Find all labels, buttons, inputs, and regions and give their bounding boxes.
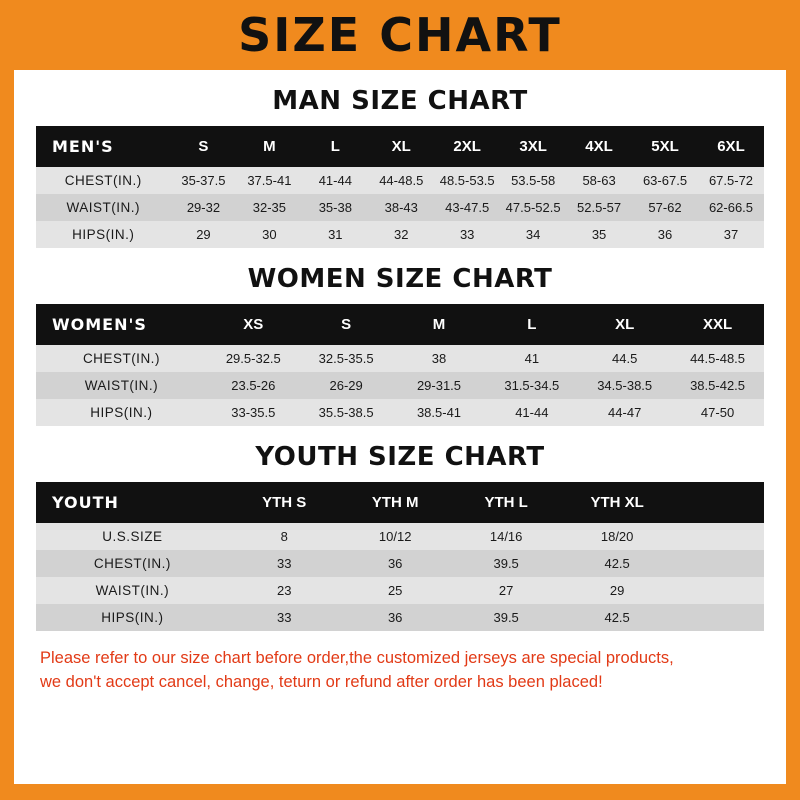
men-col-0: S: [170, 126, 236, 167]
men-r2-c2: 31: [302, 221, 368, 248]
men-r0-c7: 63-67.5: [632, 167, 698, 194]
men-row-0-label: CHEST(IN.): [36, 167, 170, 194]
men-r2-c7: 36: [632, 221, 698, 248]
men-col-1: M: [236, 126, 302, 167]
youth-r0-c0: 8: [229, 523, 340, 550]
men-r0-c2: 41-44: [302, 167, 368, 194]
youth-header-label: YOUTH: [36, 482, 229, 523]
women-r2-c0: 33-35.5: [207, 399, 300, 426]
table-row: [36, 577, 764, 604]
men-r2-c4: 33: [434, 221, 500, 248]
youth-r1-c0: 33: [229, 550, 340, 577]
youth-r3-c2: 39.5: [451, 604, 562, 631]
section-title-youth: YOUTH SIZE CHART: [255, 442, 545, 472]
men-r2-c5: 34: [500, 221, 566, 248]
youth-r1-spacer: [673, 550, 764, 577]
youth-r2-c3: 29: [562, 577, 673, 604]
women-r0-c2: 38: [393, 345, 486, 372]
youth-r2-c2: 27: [451, 577, 562, 604]
men-col-6: 4XL: [566, 126, 632, 167]
youth-r1-c2: 39.5: [451, 550, 562, 577]
table-row: [36, 372, 764, 399]
youth-row-3-label: HIPS(IN.): [36, 604, 229, 631]
youth-r3-c0: 33: [229, 604, 340, 631]
men-r1-c3: 38-43: [368, 194, 434, 221]
table-row: [36, 167, 764, 194]
men-col-2: L: [302, 126, 368, 167]
men-r2-c0: 29: [170, 221, 236, 248]
women-row-0-label: CHEST(IN.): [36, 345, 207, 372]
women-r2-c5: 47-50: [671, 399, 764, 426]
youth-row-2-label: WAIST(IN.): [36, 577, 229, 604]
men-r1-c8: 62-66.5: [698, 194, 764, 221]
men-r0-c3: 44-48.5: [368, 167, 434, 194]
youth-r0-c3: 18/20: [562, 523, 673, 550]
youth-r3-c3: 42.5: [562, 604, 673, 631]
table-row: [36, 345, 764, 372]
youth-size-table: [36, 482, 764, 631]
youth-r2-spacer: [673, 577, 764, 604]
section-title-women: WOMEN SIZE CHART: [247, 264, 553, 294]
women-size-table: [36, 304, 764, 426]
youth-r3-spacer: [673, 604, 764, 631]
men-r0-c0: 35-37.5: [170, 167, 236, 194]
men-r0-c1: 37.5-41: [236, 167, 302, 194]
header-banner: [0, 0, 800, 70]
table-header-row: [36, 126, 764, 167]
men-r1-c6: 52.5-57: [566, 194, 632, 221]
men-r1-c1: 32-35: [236, 194, 302, 221]
youth-col-0: YTH S: [229, 482, 340, 523]
women-r2-c4: 44-47: [578, 399, 671, 426]
men-col-4: 2XL: [434, 126, 500, 167]
men-r1-c4: 43-47.5: [434, 194, 500, 221]
men-col-5: 3XL: [500, 126, 566, 167]
youth-r0-c1: 10/12: [340, 523, 451, 550]
women-r1-c5: 38.5-42.5: [671, 372, 764, 399]
men-table-body: [36, 167, 764, 248]
women-r2-c2: 38.5-41: [393, 399, 486, 426]
youth-r1-c1: 36: [340, 550, 451, 577]
women-col-4: XL: [578, 304, 671, 345]
footer-bar: [0, 784, 800, 800]
women-col-3: L: [485, 304, 578, 345]
men-r2-c8: 37: [698, 221, 764, 248]
men-row-1-label: WAIST(IN.): [36, 194, 170, 221]
women-row-2-label: HIPS(IN.): [36, 399, 207, 426]
table-row: [36, 523, 764, 550]
women-r1-c1: 26-29: [300, 372, 393, 399]
women-r2-c1: 35.5-38.5: [300, 399, 393, 426]
men-col-7: 5XL: [632, 126, 698, 167]
table-row: [36, 194, 764, 221]
women-header-label: WOMEN'S: [36, 304, 207, 345]
men-r2-c1: 30: [236, 221, 302, 248]
youth-r0-spacer: [673, 523, 764, 550]
table-row: [36, 550, 764, 577]
women-table-header: [36, 304, 764, 345]
men-col-8: 6XL: [698, 126, 764, 167]
youth-row-1-label: CHEST(IN.): [36, 550, 229, 577]
women-r1-c2: 29-31.5: [393, 372, 486, 399]
youth-r2-c1: 25: [340, 577, 451, 604]
men-col-3: XL: [368, 126, 434, 167]
table-row: [36, 221, 764, 248]
women-r1-c0: 23.5-26: [207, 372, 300, 399]
order-notice: [36, 647, 764, 695]
youth-table-body: [36, 523, 764, 631]
women-r0-c4: 44.5: [578, 345, 671, 372]
men-r2-c3: 32: [368, 221, 434, 248]
table-row: [36, 604, 764, 631]
men-r0-c4: 48.5-53.5: [434, 167, 500, 194]
youth-row-0-label: U.S.SIZE: [36, 523, 229, 550]
women-col-0: XS: [207, 304, 300, 345]
women-r1-c3: 31.5-34.5: [485, 372, 578, 399]
table-header-row: [36, 482, 764, 523]
youth-r3-c1: 36: [340, 604, 451, 631]
men-header-label: MEN'S: [36, 126, 170, 167]
youth-col-1: YTH M: [340, 482, 451, 523]
table-row: [36, 399, 764, 426]
men-table-header: [36, 126, 764, 167]
youth-col-3: YTH XL: [562, 482, 673, 523]
women-r0-c0: 29.5-32.5: [207, 345, 300, 372]
men-r1-c5: 47.5-52.5: [500, 194, 566, 221]
women-r1-c4: 34.5-38.5: [578, 372, 671, 399]
women-r2-c3: 41-44: [485, 399, 578, 426]
women-col-5: XXL: [671, 304, 764, 345]
men-r1-c0: 29-32: [170, 194, 236, 221]
women-r0-c3: 41: [485, 345, 578, 372]
men-r0-c6: 58-63: [566, 167, 632, 194]
men-row-2-label: HIPS(IN.): [36, 221, 170, 248]
women-table-body: [36, 345, 764, 426]
men-r0-c8: 67.5-72: [698, 167, 764, 194]
youth-r2-c0: 23: [229, 577, 340, 604]
order-notice-line-1: Please refer to our size chart before order,the customized jerseys are special products,: [40, 649, 674, 667]
women-col-1: S: [300, 304, 393, 345]
page-title: SIZE CHART: [238, 8, 562, 62]
women-row-1-label: WAIST(IN.): [36, 372, 207, 399]
youth-r1-c3: 42.5: [562, 550, 673, 577]
men-size-table: [36, 126, 764, 248]
order-notice-line-2: we don't accept cancel, change, teturn or refund after order has been placed!: [40, 672, 603, 691]
men-r0-c5: 53.5-58: [500, 167, 566, 194]
women-r0-c5: 44.5-48.5: [671, 345, 764, 372]
youth-col-2: YTH L: [451, 482, 562, 523]
section-title-men: MAN SIZE CHART: [272, 86, 528, 116]
women-col-2: M: [393, 304, 486, 345]
table-header-row: [36, 304, 764, 345]
youth-r0-c2: 14/16: [451, 523, 562, 550]
men-r1-c2: 35-38: [302, 194, 368, 221]
men-r2-c6: 35: [566, 221, 632, 248]
men-r1-c7: 57-62: [632, 194, 698, 221]
youth-table-header: [36, 482, 764, 523]
youth-col-spacer: [673, 482, 764, 523]
women-r0-c1: 32.5-35.5: [300, 345, 393, 372]
content-area: [14, 86, 786, 695]
